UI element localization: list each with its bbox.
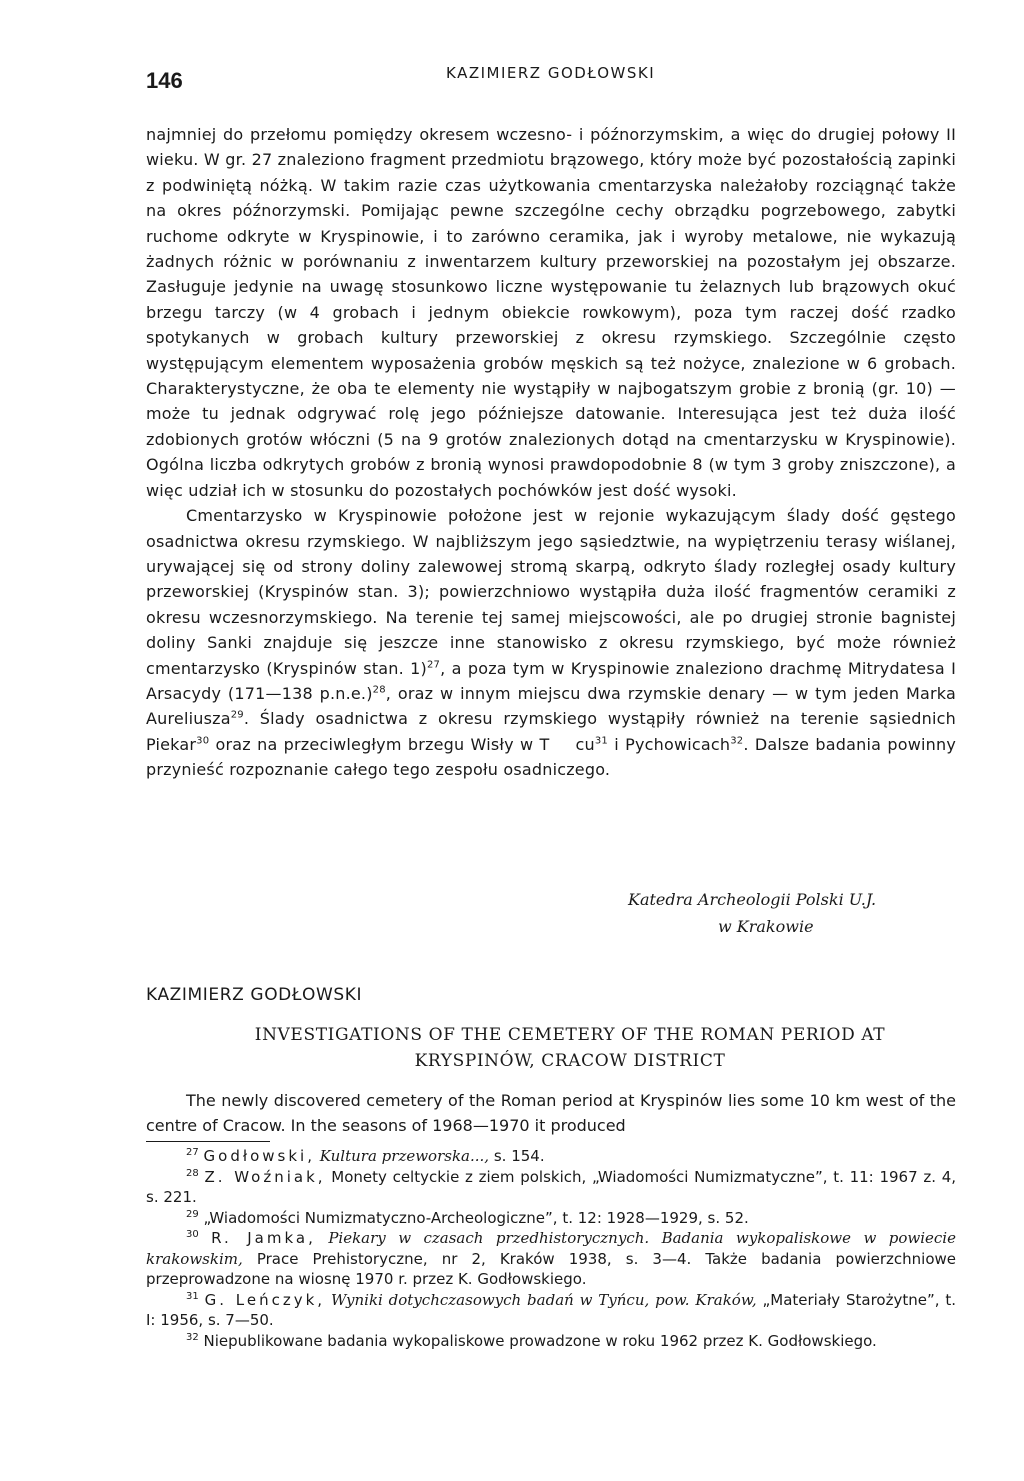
summary-title-line-2: KRYSPINÓW, CRACOW DISTRICT: [414, 1051, 726, 1071]
footnote-title: Kultura przeworska...,: [319, 1147, 490, 1165]
footnote-ref: 31: [594, 735, 608, 747]
paragraph-2-part: . Dalsze badania powinny przynieść rozpoznanie całego tego zespołu osadniczego.: [146, 734, 956, 780]
footnote-text: Monety celtyckie z ziem polskich, „Wiadomości Numizmatyczne”, t. 11: 1967 z. 4, s. 221.: [146, 1167, 957, 1206]
footnote-ref: 29: [230, 710, 244, 722]
paragraph-2-part: i Pychowicach: [608, 734, 731, 754]
paragraph-2-part: Cmentarzysko w Kryspinowie położone jest w rejonie wykazującym ślady dość gęstego osadnictwa okresu rzymskiego. W najbliższym jego sąsiedztwie, na wypiętrzeniu terasy wiślanej, urywającej się od strony doliny zalewowej stromą skarpą, odkryto ślady rozległej osady kultury przeworskiej (Kryspinów stan. 3); powierzchniowo wystąpiła duża ilość fragmentów ceramiki z okresu wczesnorzymskiego. Na terenie tej samej miejscowości, ale po drugiej stronie bagnistej doliny Sanki znajduje się jeszcze inne stanowisko z okresu rzymskiego, być może również cmentarzysko (Kryspinów stan. 1): [146, 506, 956, 678]
paragraph-1: najmniej do przełomu pomiędzy okresem wczesno- i późnorzymskim, a więc do drugiej połowy II wieku. W gr. 27 znaleziono fragment przedmiotu brązowego, który może być pozostałością zapinki z podwiniętą nóżką. W takim razie czas użytkowania cmentarzyska należałoby rozciągnąć także na okres późnorzymski. Pomijając pewne szczególne cechy obrządku pogrzebowego, zabytki ruchome odkryte w Kryspinowie, i to zarówno ceramika, jak i wyroby metalowe, nie wykazują żadnych różnic w porównaniu z inwentarzem kultury przeworskiej na pozostałym jej obszarze. Zasługuje jedynie na uwagę stosunkowo liczne występowanie tu żelaznych lub brązowych okuć brzegu tarczy (w 4 grobach i jednym obiekcie rowkowym), poza tym raczej dość rzadko spotykanych w grobach kultury przeworskiej z okresu rzymskiego. Szczególnie często występującym elementem wyposażenia grobów męskich są też nożyce, znalezione w 6 grobach. Charakterystyczne, że oba te elementy nie wystąpiły w najbogatszym grobie z bronią (gr. 10) — może tu jednak odgrywać rolę jego późniejsze datowanie. Interesująca jest też duża ilość zdobionych grotów włóczni (5 na 9 grotów znalezionych dotąd na cmentarzysku w Kryspinowie). Ogólna liczba odkrytych grobów z bronią wynosi prawdopodobnie 8 (w tym 3 groby zniszczone), a więc udział ich w stosunku do pozostałych pochówków jest dość wysoki.: [146, 125, 956, 500]
page-number: 146: [146, 68, 183, 93]
footnote-author: Godłowski,: [203, 1147, 315, 1165]
summary-text: The newly discovered cemetery of the Roman period at Kryspinów lies some 10 km west of the centre of Cracow. In the seasons of 1968—1970 it produced: [146, 1091, 956, 1135]
paragraph-2-part: oraz na przeciwległym brzegu Wisły w T: [209, 734, 550, 754]
footnote-separator: [146, 1141, 270, 1142]
footnote-28: [146, 1167, 956, 1208]
footnote-text: „Wiadomości Numizmatyczno-Archeologiczne”, t. 12: 1928—1929, s. 52.: [203, 1208, 749, 1227]
footnote-31: [146, 1290, 956, 1331]
paragraph-2-part: , oraz w innym miejscu dwa rzymskie denary — w tym jeden Marka Aureliusza: [146, 683, 956, 729]
summary-author: KAZIMIERZ GODŁOWSKI: [146, 985, 363, 1005]
footnote-author: R. Jamka,: [211, 1229, 316, 1247]
footnote-number: 32: [186, 1331, 199, 1343]
footnote-30: [146, 1228, 956, 1290]
paragraph-2-part: . Ślady osadnictwa z okresu rzymskiego wystąpiły również na terenie sąsiednich Piekar: [146, 709, 956, 754]
footnote-29: [146, 1208, 956, 1229]
body-text: [146, 122, 956, 783]
footnote-number: 29: [186, 1208, 199, 1220]
footnote-text: „Materiały Starożytne”, t. I: 1956, s. 7—50.: [146, 1290, 956, 1329]
summary-title-line-1: INVESTIGATIONS OF THE CEMETERY OF THE ROMAN PERIOD AT: [254, 1025, 886, 1045]
footnote-27: [146, 1146, 956, 1167]
footnotes: [146, 1146, 956, 1351]
running-head: KAZIMIERZ GODŁOWSKI: [446, 64, 656, 82]
affiliation-line-1: Katedra Archeologii Polski U.J.: [628, 890, 877, 909]
footnote-author: G. Leńczyk,: [204, 1290, 326, 1309]
footnote-author: Z. Woźniak,: [204, 1167, 326, 1186]
paragraph-2-part: , a poza tym w Kryspinowie znaleziono drachmę Mitrydatesa I Arsacydy (171—138 p.n.e.): [146, 658, 957, 703]
footnote-ref: 27: [427, 659, 441, 671]
footnote-title: Wyniki dotychczasowych badań w Tyńcu, pow. Kraków,: [330, 1290, 757, 1309]
footnote-title: Piekary w czasach przedhistorycznych. Badania wykopaliskowe w powiecie krakowskim,: [146, 1229, 956, 1268]
page-header: [146, 60, 956, 100]
footnote-ref: 32: [730, 735, 744, 747]
footnote-text: Prace Prehistoryczne, nr 2, Kraków 1938, s. 3—4. Także badania powierzchniowe przeprowadzone na wiosnę 1970 r. przez K. Godłowskiego.: [146, 1249, 956, 1288]
paragraph-2: [146, 503, 956, 782]
footnote-number: 31: [186, 1290, 199, 1302]
affiliation: [628, 886, 876, 940]
footnote-ref: 30: [196, 735, 210, 747]
footnote-number: 30: [186, 1229, 199, 1240]
footnote-text: s. 154.: [489, 1147, 545, 1165]
footnote-text: Niepublikowane badania wykopaliskowe prowadzone w roku 1962 przez K. Godłowskiego.: [203, 1331, 877, 1350]
paragraph-2-part: cu: [575, 734, 595, 754]
footnote-number: 27: [186, 1147, 199, 1158]
footnote-32: [146, 1331, 956, 1352]
summary-title: [190, 1022, 950, 1074]
footnote-ref: 28: [372, 684, 386, 696]
footnote-number: 28: [186, 1167, 199, 1179]
affiliation-line-2: w Krakowie: [718, 917, 814, 936]
